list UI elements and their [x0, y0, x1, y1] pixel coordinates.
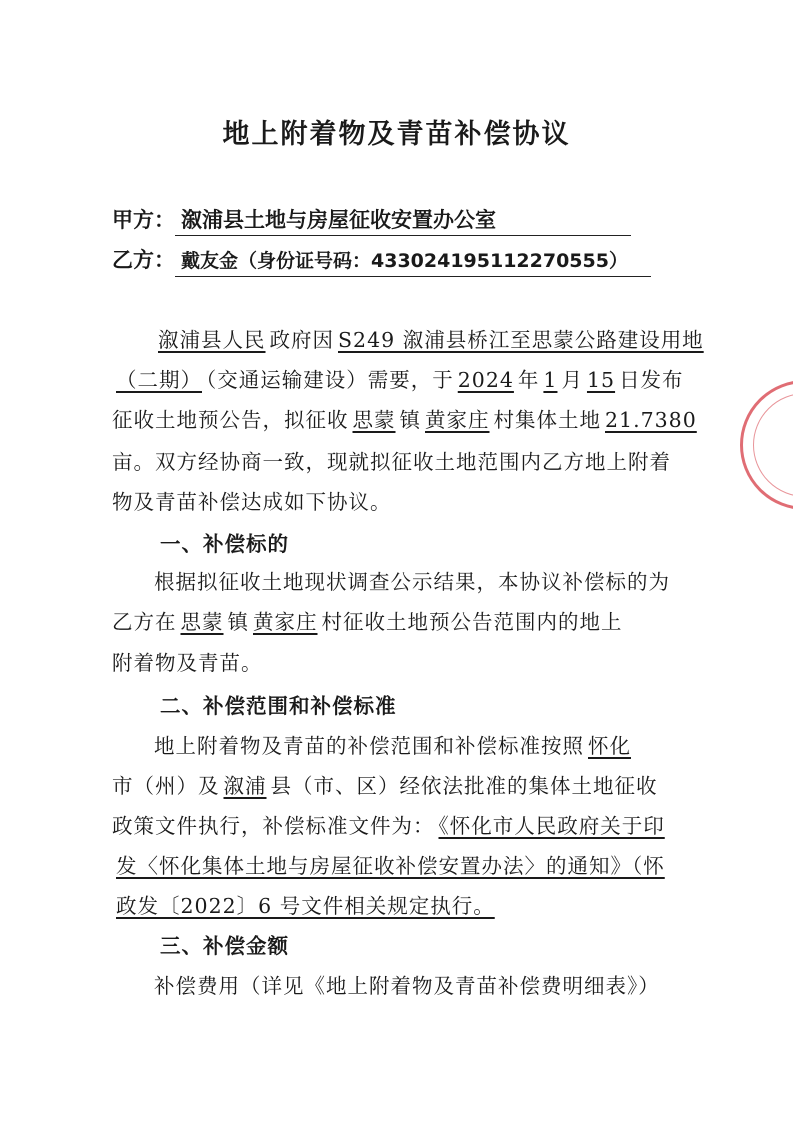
section-text: 市（州）及 — [112, 774, 220, 798]
gov-name: 溆浦县人民 — [158, 328, 266, 352]
section-2-line-4 — [112, 851, 672, 881]
intro-text: 征收土地预公告，拟征收 — [112, 408, 349, 432]
intro-text: 村集体土地 — [493, 408, 601, 432]
party-b — [112, 245, 672, 277]
intro-text: （交通运输建设）需要，于 — [206, 368, 454, 392]
seal-inner-ring — [753, 393, 793, 497]
intro-text: 日发布 — [619, 368, 684, 392]
county-name: 溆浦 — [223, 774, 267, 798]
party-a-value: 溆浦县土地与房屋征收安置办公室 — [175, 205, 631, 236]
intro-line-1 — [154, 325, 704, 355]
announce-month: 1 — [543, 368, 558, 392]
section-2-line-2 — [112, 771, 672, 801]
intro-line-4: 亩。双方经协商一致，现就拟征收土地范围内乙方地上附着 — [112, 450, 671, 474]
intro-text: 年 — [517, 368, 540, 392]
party-b-value: 戴友金（身份证号码：433024195112270555） — [175, 246, 651, 277]
policy-doc-number: 政发〔2022〕6 号文件相关规定执行。 — [116, 894, 495, 918]
village-name: 黄家庄 — [253, 610, 318, 634]
intro-text: 月 — [561, 368, 583, 392]
section-2-line-1 — [154, 731, 672, 761]
land-area: 21.7380 — [605, 408, 697, 432]
announce-day: 15 — [586, 368, 616, 392]
intro-line-2 — [112, 365, 684, 395]
party-a — [112, 205, 672, 236]
section-3-heading: 三、补偿金额 — [160, 934, 289, 958]
section-2-heading: 二、补偿范围和补偿标准 — [160, 694, 397, 718]
section-text: 乙方在 — [112, 610, 177, 634]
party-b-label: 乙方： — [112, 248, 175, 272]
intro-line-3 — [112, 405, 697, 435]
section-text: 地上附着物及青苗的补偿范围和补偿标准按照 — [154, 734, 584, 758]
policy-doc-title: 发〈怀化集体土地与房屋征收补偿安置办法〉的通知》（怀 — [116, 854, 665, 878]
section-3-line-1: 补偿费用（详见《地上附着物及青苗补偿费明细表》） — [154, 974, 660, 998]
section-text: 村征收土地预公告范围内的地上 — [321, 610, 623, 634]
intro-line-5: 物及青苗补偿达成如下协议。 — [112, 490, 392, 514]
town-name: 思蒙 — [180, 610, 224, 634]
city-name: 怀化 — [588, 734, 631, 758]
village-name: 黄家庄 — [425, 408, 490, 432]
document-title: 地上附着物及青苗补偿协议 — [222, 119, 571, 150]
announce-year: 2024 — [457, 368, 514, 392]
intro-text: 政府因 — [269, 328, 334, 352]
intro-text: 镇 — [399, 408, 421, 432]
section-1-line-3: 附着物及青苗。 — [112, 651, 263, 675]
section-1-line-1: 根据拟征收土地现状调查公示结果，本协议补偿标的为 — [154, 570, 670, 594]
section-text: 镇 — [227, 610, 249, 634]
section-text: 县（市、区）经依法批准的集体土地征收 — [270, 774, 658, 798]
town-name: 思蒙 — [352, 408, 396, 432]
project-phase: （二期） — [116, 368, 202, 392]
section-1-heading: 一、补偿标的 — [160, 532, 289, 556]
section-text: 政策文件执行，补偿标准文件为： — [112, 814, 435, 838]
official-seal — [740, 380, 793, 510]
party-a-label: 甲方： — [112, 208, 175, 232]
section-1-line-2 — [112, 607, 672, 637]
project-name: S249 溆浦县桥江至思蒙公路建设用地 — [338, 328, 704, 352]
policy-doc-title: 《怀化市人民政府关于印 — [438, 814, 665, 838]
section-2-line-5 — [112, 891, 672, 921]
section-2-line-3 — [112, 811, 672, 841]
